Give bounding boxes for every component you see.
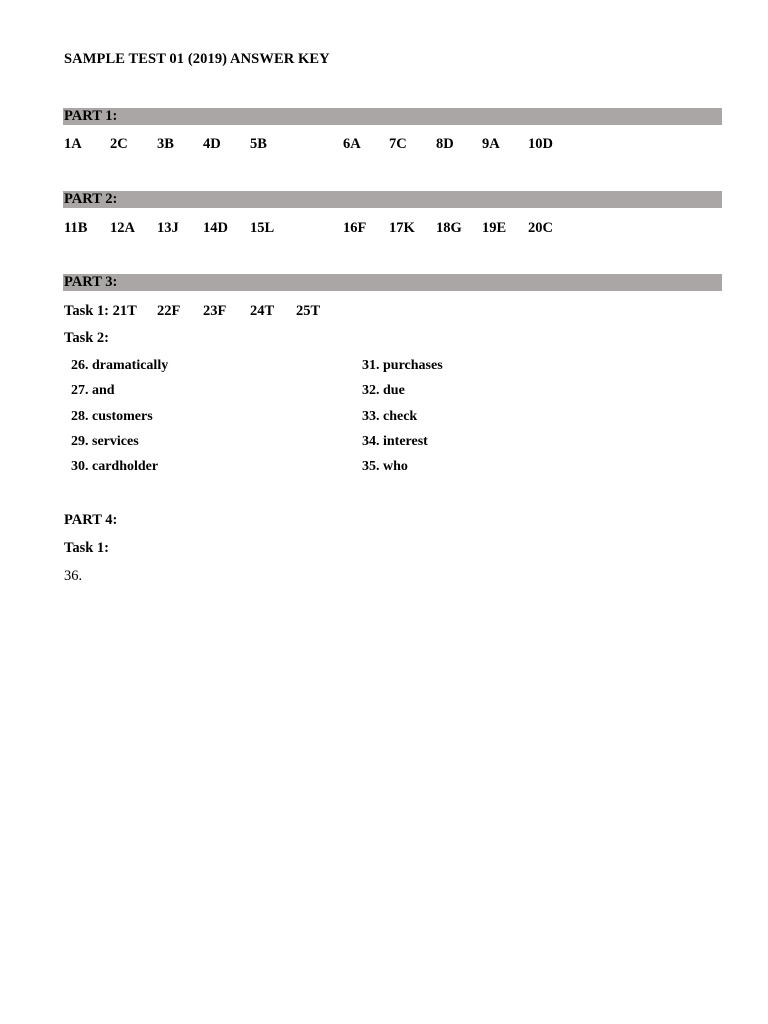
part2-answers xyxy=(64,220,724,240)
part1-answer-6: 6A xyxy=(343,136,361,152)
part3-task2-item-29: 29. services xyxy=(71,434,139,449)
part1-answer-2: 2C xyxy=(110,136,128,152)
part1-answer-9: 9A xyxy=(482,136,500,152)
part1-answer-8: 8D xyxy=(436,136,454,152)
part2-answer-17: 17K xyxy=(389,220,415,236)
part2-answer-15: 15L xyxy=(250,220,275,236)
part3-task1-answer-22: 22F xyxy=(157,303,181,319)
part3-task2-item-26: 26. dramatically xyxy=(71,358,169,373)
part2-answer-19: 19E xyxy=(482,220,507,236)
part3-task2-item-30: 30. cardholder xyxy=(71,459,159,474)
part3-task2-item-34: 34. interest xyxy=(362,434,428,449)
part2-answer-13: 13J xyxy=(157,220,179,236)
part2-answer-14: 14D xyxy=(203,220,228,236)
part3-task2-item-31: 31. purchases xyxy=(362,358,443,373)
part3-task1-answer-25: 25T xyxy=(296,303,321,319)
part2-heading: PART 2: xyxy=(63,191,722,208)
part1-answer-10: 10D xyxy=(528,136,553,152)
part3-task2-item-27: 27. and xyxy=(71,383,115,398)
part3-task2-item-32: 32. due xyxy=(362,383,405,398)
part1-answer-7: 7C xyxy=(389,136,407,152)
part3-task2-item-33: 33. check xyxy=(362,409,418,424)
part2-answer-18: 18G xyxy=(436,220,462,236)
part3-task1-label: Task 1: 21T xyxy=(64,303,137,319)
part1-heading: PART 1: xyxy=(63,108,722,125)
part3-task1-answer-23: 23F xyxy=(203,303,227,319)
part1-answer-4: 4D xyxy=(203,136,221,152)
part2-answer-11: 11B xyxy=(64,220,88,236)
part3-task1-answer-24: 24T xyxy=(250,303,275,319)
part2-answer-16: 16F xyxy=(343,220,367,236)
part1-answer-1: 1A xyxy=(64,136,82,152)
part1-answer-5: 5B xyxy=(250,136,267,152)
part4-task1-label: Task 1: xyxy=(64,540,110,556)
part1-answers xyxy=(64,136,724,156)
document-title: SAMPLE TEST 01 (2019) ANSWER KEY xyxy=(64,51,330,67)
part3-task2-item-35: 35. who xyxy=(362,459,408,474)
part1-answer-3: 3B xyxy=(157,136,174,152)
part3-task2-label: Task 2: xyxy=(64,330,110,346)
part4-heading: PART 4: xyxy=(64,512,118,528)
part2-answer-12: 12A xyxy=(110,220,135,236)
part2-answer-20: 20C xyxy=(528,220,553,236)
part3-task2-item-28: 28. customers xyxy=(71,409,153,424)
part3-heading: PART 3: xyxy=(63,274,722,291)
part3-task1-row xyxy=(64,303,364,323)
part4-item-36: 36. xyxy=(64,568,83,584)
